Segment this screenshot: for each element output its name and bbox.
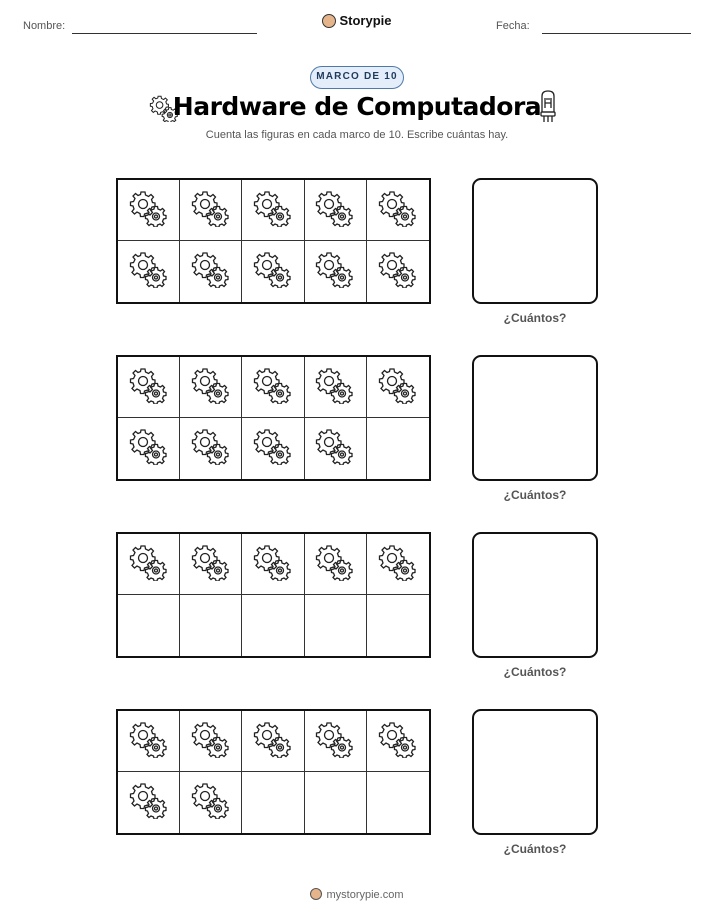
gears-icon — [253, 427, 293, 470]
page-title: Hardware de Computadora — [172, 92, 542, 121]
gears-icon — [253, 250, 293, 293]
gears-icon — [191, 543, 231, 586]
name-line[interactable] — [72, 33, 257, 34]
gears-icon — [191, 189, 231, 232]
frame-cell — [367, 595, 429, 656]
frame-cell — [180, 418, 242, 479]
frame-cell — [180, 534, 242, 595]
frame-cell — [305, 772, 367, 833]
instructions: Cuenta las figuras en cada marco de 10. Escribe cuántas hay. — [205, 129, 509, 141]
frame-cell — [242, 595, 304, 656]
gears-icon — [129, 543, 169, 586]
gears-icon — [129, 189, 169, 232]
gears-icon — [191, 427, 231, 470]
frame-cell — [180, 180, 242, 241]
answer-box[interactable] — [472, 709, 598, 835]
frame-cell — [118, 418, 180, 479]
gears-icon — [315, 427, 355, 470]
frame-cell — [118, 595, 180, 656]
frame-cell — [305, 418, 367, 479]
frame-cell — [242, 180, 304, 241]
answer-box[interactable] — [472, 355, 598, 481]
date-line[interactable] — [542, 33, 691, 34]
gears-icon — [191, 781, 231, 824]
frame-cell — [242, 357, 304, 418]
frame-cell — [180, 772, 242, 833]
ten-frame — [116, 355, 431, 481]
date-label: Fecha: — [496, 20, 530, 32]
gears-icon — [129, 250, 169, 293]
frame-cell — [305, 534, 367, 595]
frame-cell — [118, 180, 180, 241]
frame-cell — [305, 595, 367, 656]
pig-mascot-icon — [322, 14, 336, 28]
answer-label: ¿Cuántos? — [503, 842, 567, 856]
answer-box[interactable] — [472, 178, 598, 304]
gears-icon — [129, 781, 169, 824]
frame-cell — [242, 418, 304, 479]
gears-icon — [253, 366, 293, 409]
gears-icon — [315, 189, 355, 232]
gears-icon — [191, 720, 231, 763]
frame-cell — [242, 534, 304, 595]
frame-cell — [118, 772, 180, 833]
frame-cell — [305, 180, 367, 241]
gears-icon — [378, 720, 418, 763]
gears-icon — [129, 720, 169, 763]
brand-logo — [0, 13, 714, 28]
frame-cell — [242, 711, 304, 772]
gears-icon — [315, 366, 355, 409]
gears-icon — [129, 366, 169, 409]
gears-icon — [253, 720, 293, 763]
gears-icon — [315, 250, 355, 293]
ten-frame — [116, 532, 431, 658]
frame-cell — [305, 241, 367, 302]
frame-cell — [242, 241, 304, 302]
footer-url: mystorypie.com — [326, 889, 404, 901]
gears-icon — [378, 366, 418, 409]
frame-cell — [180, 241, 242, 302]
frame-cell — [367, 772, 429, 833]
gears-icon — [191, 366, 231, 409]
frame-cell — [367, 241, 429, 302]
frame-cell — [118, 534, 180, 595]
gears-icon — [378, 543, 418, 586]
answer-box[interactable] — [472, 532, 598, 658]
gears-icon — [129, 427, 169, 470]
answer-label: ¿Cuántos? — [503, 488, 567, 502]
frame-cell — [305, 357, 367, 418]
gears-icon — [253, 189, 293, 232]
badge: MARCO DE 10 — [310, 66, 404, 89]
footer — [0, 888, 714, 901]
gears-icon — [378, 250, 418, 293]
gears-icon — [315, 720, 355, 763]
answer-label: ¿Cuántos? — [503, 311, 567, 325]
brand-name: Storypie — [339, 13, 392, 28]
frame-cell — [242, 772, 304, 833]
frame-cell — [180, 595, 242, 656]
frame-cell — [118, 357, 180, 418]
frame-cell — [367, 418, 429, 479]
frame-cell — [367, 180, 429, 241]
frame-cell — [118, 711, 180, 772]
frame-cell — [367, 711, 429, 772]
gears-icon — [315, 543, 355, 586]
ten-frame — [116, 178, 431, 304]
gears-icon — [191, 250, 231, 293]
frame-cell — [367, 534, 429, 595]
answer-label: ¿Cuántos? — [503, 665, 567, 679]
gears-icon — [253, 543, 293, 586]
ten-frame — [116, 709, 431, 835]
frame-cell — [180, 711, 242, 772]
vacuum-tube-icon — [538, 89, 558, 128]
pig-mascot-icon — [310, 888, 322, 900]
gears-icon — [378, 189, 418, 232]
frame-cell — [180, 357, 242, 418]
name-label: Nombre: — [23, 20, 66, 32]
frame-cell — [118, 241, 180, 302]
frame-cell — [305, 711, 367, 772]
frame-cell — [367, 357, 429, 418]
